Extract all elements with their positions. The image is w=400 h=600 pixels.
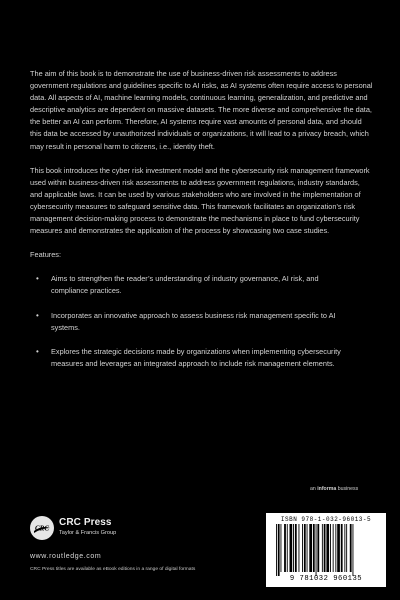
barcode-bar xyxy=(302,524,303,572)
feature-list xyxy=(30,273,374,370)
barcode-bar xyxy=(309,524,312,572)
barcode-bar xyxy=(337,524,340,572)
informa-brand: informa xyxy=(317,486,337,492)
barcode-bar xyxy=(324,524,326,572)
informa-business-tag xyxy=(310,486,358,492)
barcode-bar xyxy=(344,524,345,572)
feature-item xyxy=(30,273,350,297)
barcode-bar xyxy=(276,524,277,576)
blurb xyxy=(30,68,374,382)
barcode-bar xyxy=(333,524,334,572)
feature-text: Incorporates an innovative approach to assess business risk management specific to AI systems. xyxy=(51,310,336,332)
barcode-bar xyxy=(313,524,315,572)
barcode-bar xyxy=(335,524,336,572)
barcode-bar xyxy=(299,524,300,572)
feature-item xyxy=(30,310,350,334)
barcode-bar xyxy=(322,524,323,572)
publisher-block xyxy=(30,516,200,556)
barcode-bar xyxy=(330,524,331,572)
publisher-name: CRC Press xyxy=(59,517,112,528)
barcode-bar xyxy=(341,524,343,572)
crc-logo-text: CRC xyxy=(34,524,50,533)
barcode-bar xyxy=(293,524,294,572)
barcode-bar xyxy=(316,524,317,576)
ebook-note: CRC Press titles are available as eBook editions in a range of digital formats xyxy=(30,567,196,572)
barcode-bar xyxy=(281,524,282,572)
feature-text: Explores the strategic decisions made by organizations when implementing cybersecurity measures and leverages an integrated approach to include risk management elements. xyxy=(51,346,341,368)
publisher-group: Taylor & Francis Group xyxy=(59,530,117,536)
bullet-icon: • xyxy=(36,274,39,284)
barcode-bar xyxy=(353,524,354,576)
isbn-barcode-block xyxy=(266,513,386,587)
barcode-icon xyxy=(274,524,378,576)
barcode-bar xyxy=(287,524,288,572)
barcode-number: 9 781032 960135 xyxy=(289,575,363,583)
crc-logo-icon xyxy=(30,516,54,540)
informa-prefix: an xyxy=(310,486,318,492)
barcode-bar xyxy=(326,524,329,572)
barcode-bar xyxy=(317,524,319,572)
barcode-bar xyxy=(307,524,308,572)
barcode-bar xyxy=(278,524,280,576)
barcode-bar xyxy=(290,524,293,572)
feature-item xyxy=(30,346,350,370)
blurb-paragraph-2: This book introduces the cyber risk investment model and the cybersecurity risk management framework used within business-driven risk assessments to address government regulations, industry standards, and applicable laws. It can be used by various stakeholders who are involved in the implementation of cybersecurity measures to safeguard sensitive data. This framework facilitates an organization’s risk management decision-making process to demonstrate the mechanisms in place to fund cybersecurity measures and demonstrates the application of the process by showcasing two case studies. xyxy=(30,165,370,236)
barcode-bar xyxy=(346,524,347,572)
publisher-website: www.routledge.com xyxy=(30,553,102,560)
features-heading: Features: xyxy=(30,250,62,260)
bullet-icon: • xyxy=(36,346,39,356)
bullet-icon: • xyxy=(36,310,39,320)
barcode-bar xyxy=(284,524,286,572)
barcode-bar xyxy=(350,524,352,572)
barcode-bar xyxy=(295,524,297,572)
informa-suffix: business xyxy=(336,486,359,492)
feature-text: Aims to strengthen the reader’s understanding of industry governance, AI risk, and compliance practices. xyxy=(51,274,319,296)
barcode-bar xyxy=(304,524,306,572)
blurb-paragraph-1: The aim of this book is to demonstrate the use of business-driven risk assessments to address government regulations and guidelines specific to AI risks, as AI systems often require access to personal data. All aspects of AI, machine learning models, continuous learning, generalization, and predictive and descriptive analytics are dependent on massive datasets. The more diverse and comprehensive the data, the better an AI can perform. Therefore, AI systems require vast amounts of personal data, and should this data be accessed by unauthorized individuals or organizations, it will lead to a privacy breach, which may result in personal harm to citizens, i.e., identity theft. xyxy=(30,69,373,151)
isbn-label: ISBN 978-1-032-96013-5 xyxy=(280,516,372,523)
